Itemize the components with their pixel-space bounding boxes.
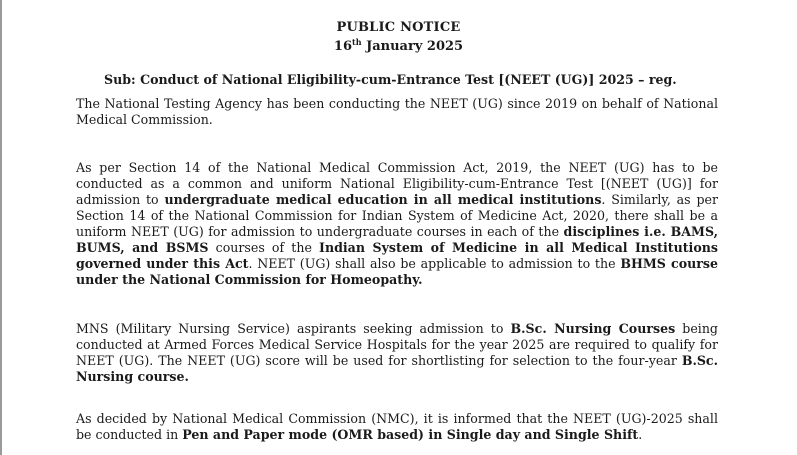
date-day: 16: [333, 39, 353, 54]
notice-subject: Sub: Conduct of National Eligibility-cum-Entrance Test [(NEET (UG)] 2025 – reg.: [104, 72, 677, 87]
paragraph-3: [76, 321, 718, 385]
p3-text-2: being conducted at Armed Forces Medical Service Hospitals for the year 2025 are required to qualify for NEET (UG). The NEET (UG) score will be used for shortlisting for selection to the four-year: [76, 321, 718, 368]
notice-date: [0, 37, 797, 54]
p2-text-3: courses of the: [208, 240, 320, 255]
p3-text-1: MNS (Military Nursing Service) aspirants seeking admission to: [76, 321, 511, 336]
p3-bold-1: B.Sc. Nursing Courses: [510, 321, 676, 336]
p4-text-1: As decided by National Medical Commission (NMC), it is informed that the NEET (UG)-2025 shall be conducted in: [76, 411, 718, 442]
p2-bold-1: undergraduate medical education in all medical institutions: [164, 192, 602, 207]
p2-bold-3: Indian System of Medicine in all Medical Institutions governed under this Act: [76, 240, 718, 271]
p3-bold-2: B.Sc. Nursing course.: [76, 353, 718, 384]
paragraph-2: [76, 160, 718, 288]
p2-bold-2: disciplines i.e. BAMS, BUMS, and BSMS: [76, 224, 718, 255]
paragraph-4: [76, 411, 718, 443]
date-suffix: th: [352, 37, 362, 47]
p2-bold-4: BHMS course under the National Commission for Homeopathy.: [76, 256, 718, 287]
p4-text-2: .: [638, 427, 643, 442]
p2-text-1: As per Section 14 of the National Medical Commission Act, 2019, the NEET (UG) has to be conducted as a common and uniform National Eligibility-cum-Entrance Test [(NEET (UG)] for admission to: [76, 160, 718, 207]
paragraph-1: The National Testing Agency has been conducting the NEET (UG) since 2019 on behalf of National Medical Commission.: [76, 96, 718, 127]
p2-text-4: . NEET (UG) shall also be applicable to admission to the: [248, 256, 621, 271]
p4-bold-1: Pen and Paper mode (OMR based) in Single day and Single Shift: [182, 427, 639, 442]
p2-text-2: . Similarly, as per Section 14 of the National Commission for Indian System of Medicine Act, 2020, there shall be a uniform NEET (UG) for admission to undergraduate courses in each of the: [76, 192, 718, 239]
notice-title: PUBLIC NOTICE: [336, 20, 461, 35]
date-month-year: January 2025: [366, 39, 464, 54]
